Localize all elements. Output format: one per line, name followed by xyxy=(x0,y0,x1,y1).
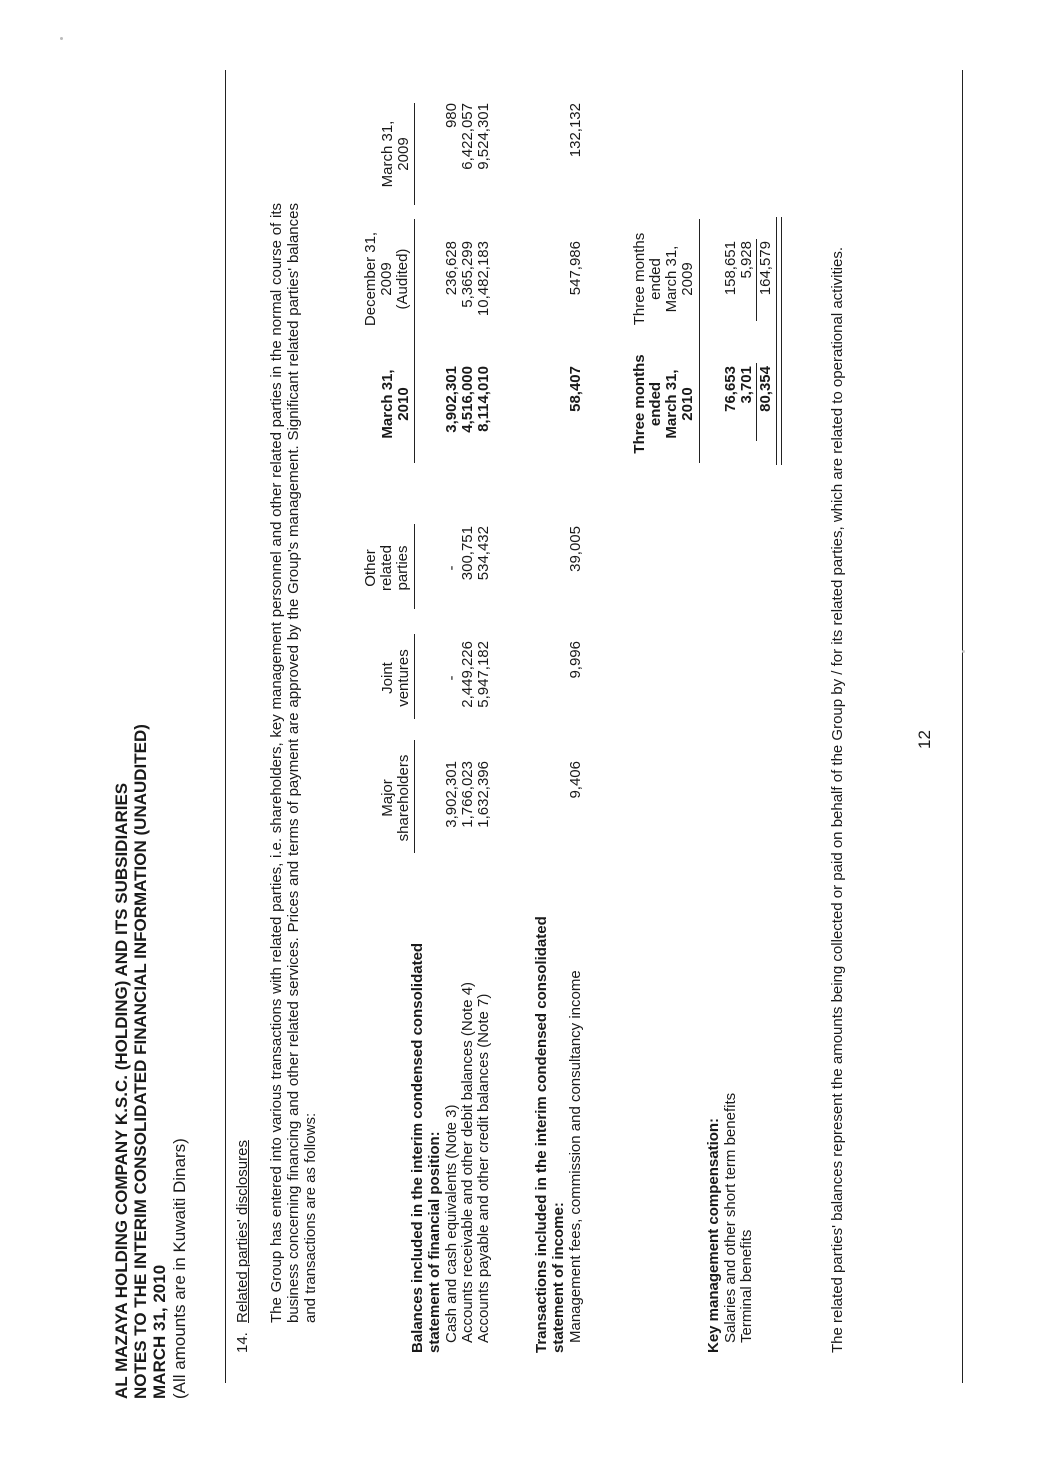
col-header-joint: Joint ventures xyxy=(379,649,412,707)
cell-other: 534,432 xyxy=(475,526,492,581)
cell-mar2009: 132,132 xyxy=(567,103,584,158)
transactions-subheading: statement of income: xyxy=(550,1202,567,1353)
col-header-other: Other related parties xyxy=(362,545,411,591)
cell-mar2010: 3,902,301 xyxy=(443,366,460,433)
notes-title: NOTES TO THE INTERIM CONSOLIDATED FINANCIAL INFORMATION (UNAUDITED) xyxy=(131,724,150,1399)
balances-heading: Balances included in the interim condensed consolidated xyxy=(409,942,426,1353)
cell-major: 1,632,396 xyxy=(475,761,492,828)
km-heading: Key management compensation: xyxy=(705,1117,722,1353)
balance-row-label: Cash and cash equivalents (Note 3) xyxy=(443,1104,460,1343)
scan-speck xyxy=(962,650,965,653)
top-border-line xyxy=(225,70,226,1383)
col-header-dec2009: December 31, 2009 (Audited) xyxy=(362,231,411,327)
col-header-major: Major shareholders xyxy=(379,754,412,842)
company-name: AL MAZAYA HOLDING COMPANY K.S.C. (HOLDING) AND ITS SUBSIDIARIES xyxy=(112,782,131,1399)
cell-dec2009: 547,986 xyxy=(567,241,584,296)
cell-major: 9,406 xyxy=(567,761,584,799)
transaction-row-label: Management fees, commission and consultancy income xyxy=(567,970,584,1343)
cell-mar2009: 980 xyxy=(443,103,460,129)
cell-other: 39,005 xyxy=(567,526,584,572)
cell-km-2009: 5,928 xyxy=(738,241,755,279)
section-number: 14. xyxy=(234,1332,251,1353)
cell-mar2010: 58,407 xyxy=(567,366,584,412)
cell-mar2010: 4,516,000 xyxy=(459,366,476,433)
cell-other: 300,751 xyxy=(459,526,476,581)
col-header-km-2010: Three months ended March 31, 2010 xyxy=(631,354,696,454)
balance-row-label: Accounts receivable and other debit balances (Note 4) xyxy=(459,981,476,1343)
footer-note: The related parties' balances represent the amounts being collected or paid on behalf of the Group by / for its related parties, which are related to operational activities. xyxy=(829,246,846,1353)
cell-mar2009: 9,524,301 xyxy=(475,103,492,170)
cell-dec2009: 236,628 xyxy=(443,241,460,296)
cell-km-2009: 158,651 xyxy=(722,241,739,296)
rule-joint xyxy=(414,634,415,719)
km-row-label: Salaries and other short term benefits xyxy=(722,1092,739,1343)
km-row-label: Terminal benefits xyxy=(738,1229,755,1343)
cell-mar2009: 6,422,057 xyxy=(459,103,476,170)
rule-other xyxy=(414,524,415,609)
rule-km-2009 xyxy=(699,219,700,341)
page-number: 12 xyxy=(915,730,934,749)
transactions-heading: Transactions included in the interim condensed consolidated xyxy=(533,916,550,1353)
section-title: Related parties' disclosures xyxy=(234,1140,251,1323)
col-header-km-2009: Three months ended March 31, 2009 xyxy=(631,232,696,326)
total-rule-2010 xyxy=(776,339,782,465)
cell-km-2010: 76,653 xyxy=(722,366,739,412)
cell-dec2009: 5,365,299 xyxy=(459,241,476,308)
currency-note: (All amounts are in Kuwaiti Dinars) xyxy=(170,1138,189,1399)
cell-mar2010: 8,114,010 xyxy=(475,366,492,432)
km-total-2009: 164,579 xyxy=(757,241,774,296)
col-header-mar2010: March 31, 2010 xyxy=(379,369,412,439)
intro-paragraph: The Group has entered into various transactions with related parties, i.e. shareholders, key management personnel and other related parties in the normal course of its business concerning financing and other related services. Prices and terms of payment are approved by the Group's management. Significant related parties' balances and transactions are as follows: xyxy=(268,203,319,1323)
total-rule-2009 xyxy=(776,217,782,343)
bottom-border-line xyxy=(962,70,963,1383)
cell-km-2010: 3,701 xyxy=(738,366,755,404)
balance-row-label: Accounts payable and other credit balances (Note 7) xyxy=(475,993,492,1343)
rule-dec2009 xyxy=(414,219,415,341)
rule-major xyxy=(414,740,415,853)
cell-joint: 9,996 xyxy=(567,641,584,679)
cell-other: - xyxy=(443,565,460,571)
scan-speck xyxy=(60,37,63,40)
balances-subheading: statement of financial position: xyxy=(426,1131,443,1353)
cell-dec2009: 10,482,183 xyxy=(475,241,492,317)
cell-major: 3,902,301 xyxy=(443,761,460,828)
rule-mar2010 xyxy=(414,341,415,463)
cell-joint: 2,449,226 xyxy=(459,641,476,708)
cell-joint: 5,947,182 xyxy=(475,641,492,708)
cell-joint: - xyxy=(443,675,460,681)
km-total-2010: 80,354 xyxy=(757,366,774,412)
rule-km-2010 xyxy=(699,341,700,463)
report-date: MARCH 31, 2010 xyxy=(150,1264,169,1399)
rule-mar2009 xyxy=(414,103,415,205)
col-header-mar2009: March 31, 2009 xyxy=(379,120,412,188)
cell-major: 1,766,023 xyxy=(459,761,476,828)
